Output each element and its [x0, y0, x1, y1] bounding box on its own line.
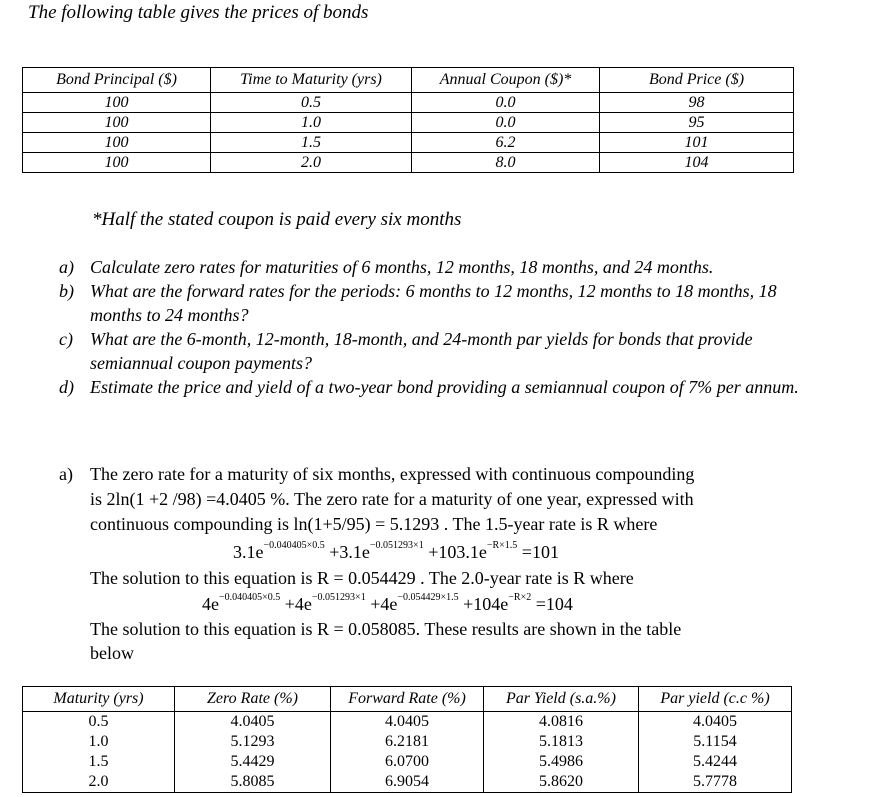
table-cell: 5.1813 — [484, 732, 639, 752]
equation-term: 4e — [202, 594, 219, 614]
table-cell: 1.0 — [23, 732, 175, 752]
equation-exponent: −0.040405×0.5 — [263, 540, 325, 551]
table-row — [23, 93, 794, 113]
question-text: Calculate zero rates for maturities of 6 months, 12 months, 18 months, and 24 months. — [90, 257, 714, 277]
table-cell: 6.2181 — [331, 732, 484, 752]
table-cell: 5.8620 — [484, 772, 639, 793]
question-text: Estimate the price and yield of a two-year bond providing a semiannual coupon of 7% per annum. — [90, 377, 799, 397]
column-header: Bond Price ($) — [600, 68, 794, 93]
table-cell: 100 — [23, 93, 211, 113]
table-row — [23, 133, 794, 153]
question-item — [52, 327, 832, 375]
table-cell: 5.1154 — [639, 732, 792, 752]
table-cell: 8.0 — [412, 153, 600, 173]
question-label: b) — [59, 281, 74, 301]
table-cell: 6.2 — [412, 133, 600, 153]
bond-price-table — [22, 67, 794, 173]
equation-exponent: −R×2 — [508, 592, 532, 603]
question-item — [52, 255, 832, 279]
equation-exponent: −0.040405×0.5 — [219, 592, 281, 603]
table-cell: 0.0 — [412, 93, 600, 113]
question-label: a) — [59, 257, 74, 277]
table-cell: 4.0405 — [175, 712, 331, 733]
table-row — [23, 772, 792, 793]
table-cell: 5.4429 — [175, 752, 331, 772]
question-item — [52, 279, 832, 327]
answer-line: The solution to this equation is R = 0.054429 . The 2.0-year rate is R where — [90, 568, 634, 588]
table-row — [23, 113, 794, 133]
page-title: The following table gives the prices of bonds — [28, 2, 369, 23]
column-header: Maturity (yrs) — [23, 687, 175, 712]
table-cell: 4.0405 — [639, 712, 792, 733]
coupon-footnote: *Half the stated coupon is paid every six months — [92, 209, 462, 230]
results-table — [22, 686, 792, 793]
answer-line: The zero rate for a maturity of six months, expressed with continuous compounding — [90, 464, 695, 484]
results-table-header — [23, 687, 792, 712]
table-cell: 4.0816 — [484, 712, 639, 733]
column-header: Annual Coupon ($)* — [412, 68, 600, 93]
equation-rhs: =104 — [531, 594, 573, 614]
question-label: d) — [59, 377, 74, 397]
column-header: Zero Rate (%) — [175, 687, 331, 712]
equation-exponent: −0.051293×1 — [311, 592, 366, 603]
table-cell: 0.0 — [412, 113, 600, 133]
column-header: Forward Rate (%) — [331, 687, 484, 712]
table-cell: 100 — [23, 153, 211, 173]
table-cell: 104 — [600, 153, 794, 173]
table-cell: 4.0405 — [331, 712, 484, 733]
column-header: Par Yield (s.a.%) — [484, 687, 639, 712]
table-cell: 101 — [600, 133, 794, 153]
column-header: Par yield (c.c %) — [639, 687, 792, 712]
equation-2-year — [202, 592, 573, 615]
table-cell: 6.9054 — [331, 772, 484, 793]
equation-exponent: −R×1.5 — [486, 540, 518, 551]
question-text: What are the 6-month, 12-month, 18-month, and 24-month par yields for bonds that provide semiannual coupon payments? — [90, 329, 753, 373]
equation-exponent: −0.051293×1 — [369, 540, 424, 551]
table-cell: 6.0700 — [331, 752, 484, 772]
table-cell: 5.7778 — [639, 772, 792, 793]
table-cell: 1.5 — [23, 752, 175, 772]
table-cell: 5.4244 — [639, 752, 792, 772]
answer-line: continuous compounding is ln(1+5/95) = 5.1293 . The 1.5-year rate is R where — [90, 514, 658, 534]
column-header: Bond Principal ($) — [23, 68, 211, 93]
equation-term: +4e — [365, 594, 398, 614]
table-row — [23, 732, 792, 752]
answer-label: a) — [59, 464, 73, 484]
equation-term: 3.1e — [233, 542, 264, 562]
equation-1p5-year — [233, 540, 559, 563]
equation-term: +104e — [458, 594, 509, 614]
table-cell: 2.0 — [211, 153, 412, 173]
answer-line: below — [90, 643, 134, 663]
table-row — [23, 712, 792, 733]
equation-term: +4e — [280, 594, 312, 614]
table-cell: 95 — [600, 113, 794, 133]
table-cell: 5.4986 — [484, 752, 639, 772]
table-cell: 0.5 — [23, 712, 175, 733]
question-item — [52, 375, 832, 399]
table-cell: 98 — [600, 93, 794, 113]
answer-line: The solution to this equation is R = 0.058085. These results are shown in the table — [90, 619, 682, 639]
table-row — [23, 752, 792, 772]
table-cell: 5.8085 — [175, 772, 331, 793]
bond-table-header — [23, 68, 794, 93]
equation-term: +103.1e — [423, 542, 487, 562]
table-cell: 100 — [23, 113, 211, 133]
table-cell: 5.1293 — [175, 732, 331, 752]
table-cell: 1.0 — [211, 113, 412, 133]
table-cell: 0.5 — [211, 93, 412, 113]
equation-rhs: =101 — [517, 542, 559, 562]
question-list — [52, 255, 832, 399]
column-header: Time to Maturity (yrs) — [211, 68, 412, 93]
question-text: What are the forward rates for the periods: 6 months to 12 months, 12 months to 18 months, 18 months to 24 months? — [90, 281, 777, 325]
equation-term: +3.1e — [324, 542, 370, 562]
table-cell: 100 — [23, 133, 211, 153]
answer-line: is 2ln(1 +2 /98) =4.0405 %. The zero rate for a maturity of one year, expressed with — [90, 489, 694, 509]
question-label: c) — [59, 329, 73, 349]
table-cell: 1.5 — [211, 133, 412, 153]
table-row — [23, 153, 794, 173]
table-cell: 2.0 — [23, 772, 175, 793]
equation-exponent: −0.054429×1.5 — [397, 592, 459, 603]
